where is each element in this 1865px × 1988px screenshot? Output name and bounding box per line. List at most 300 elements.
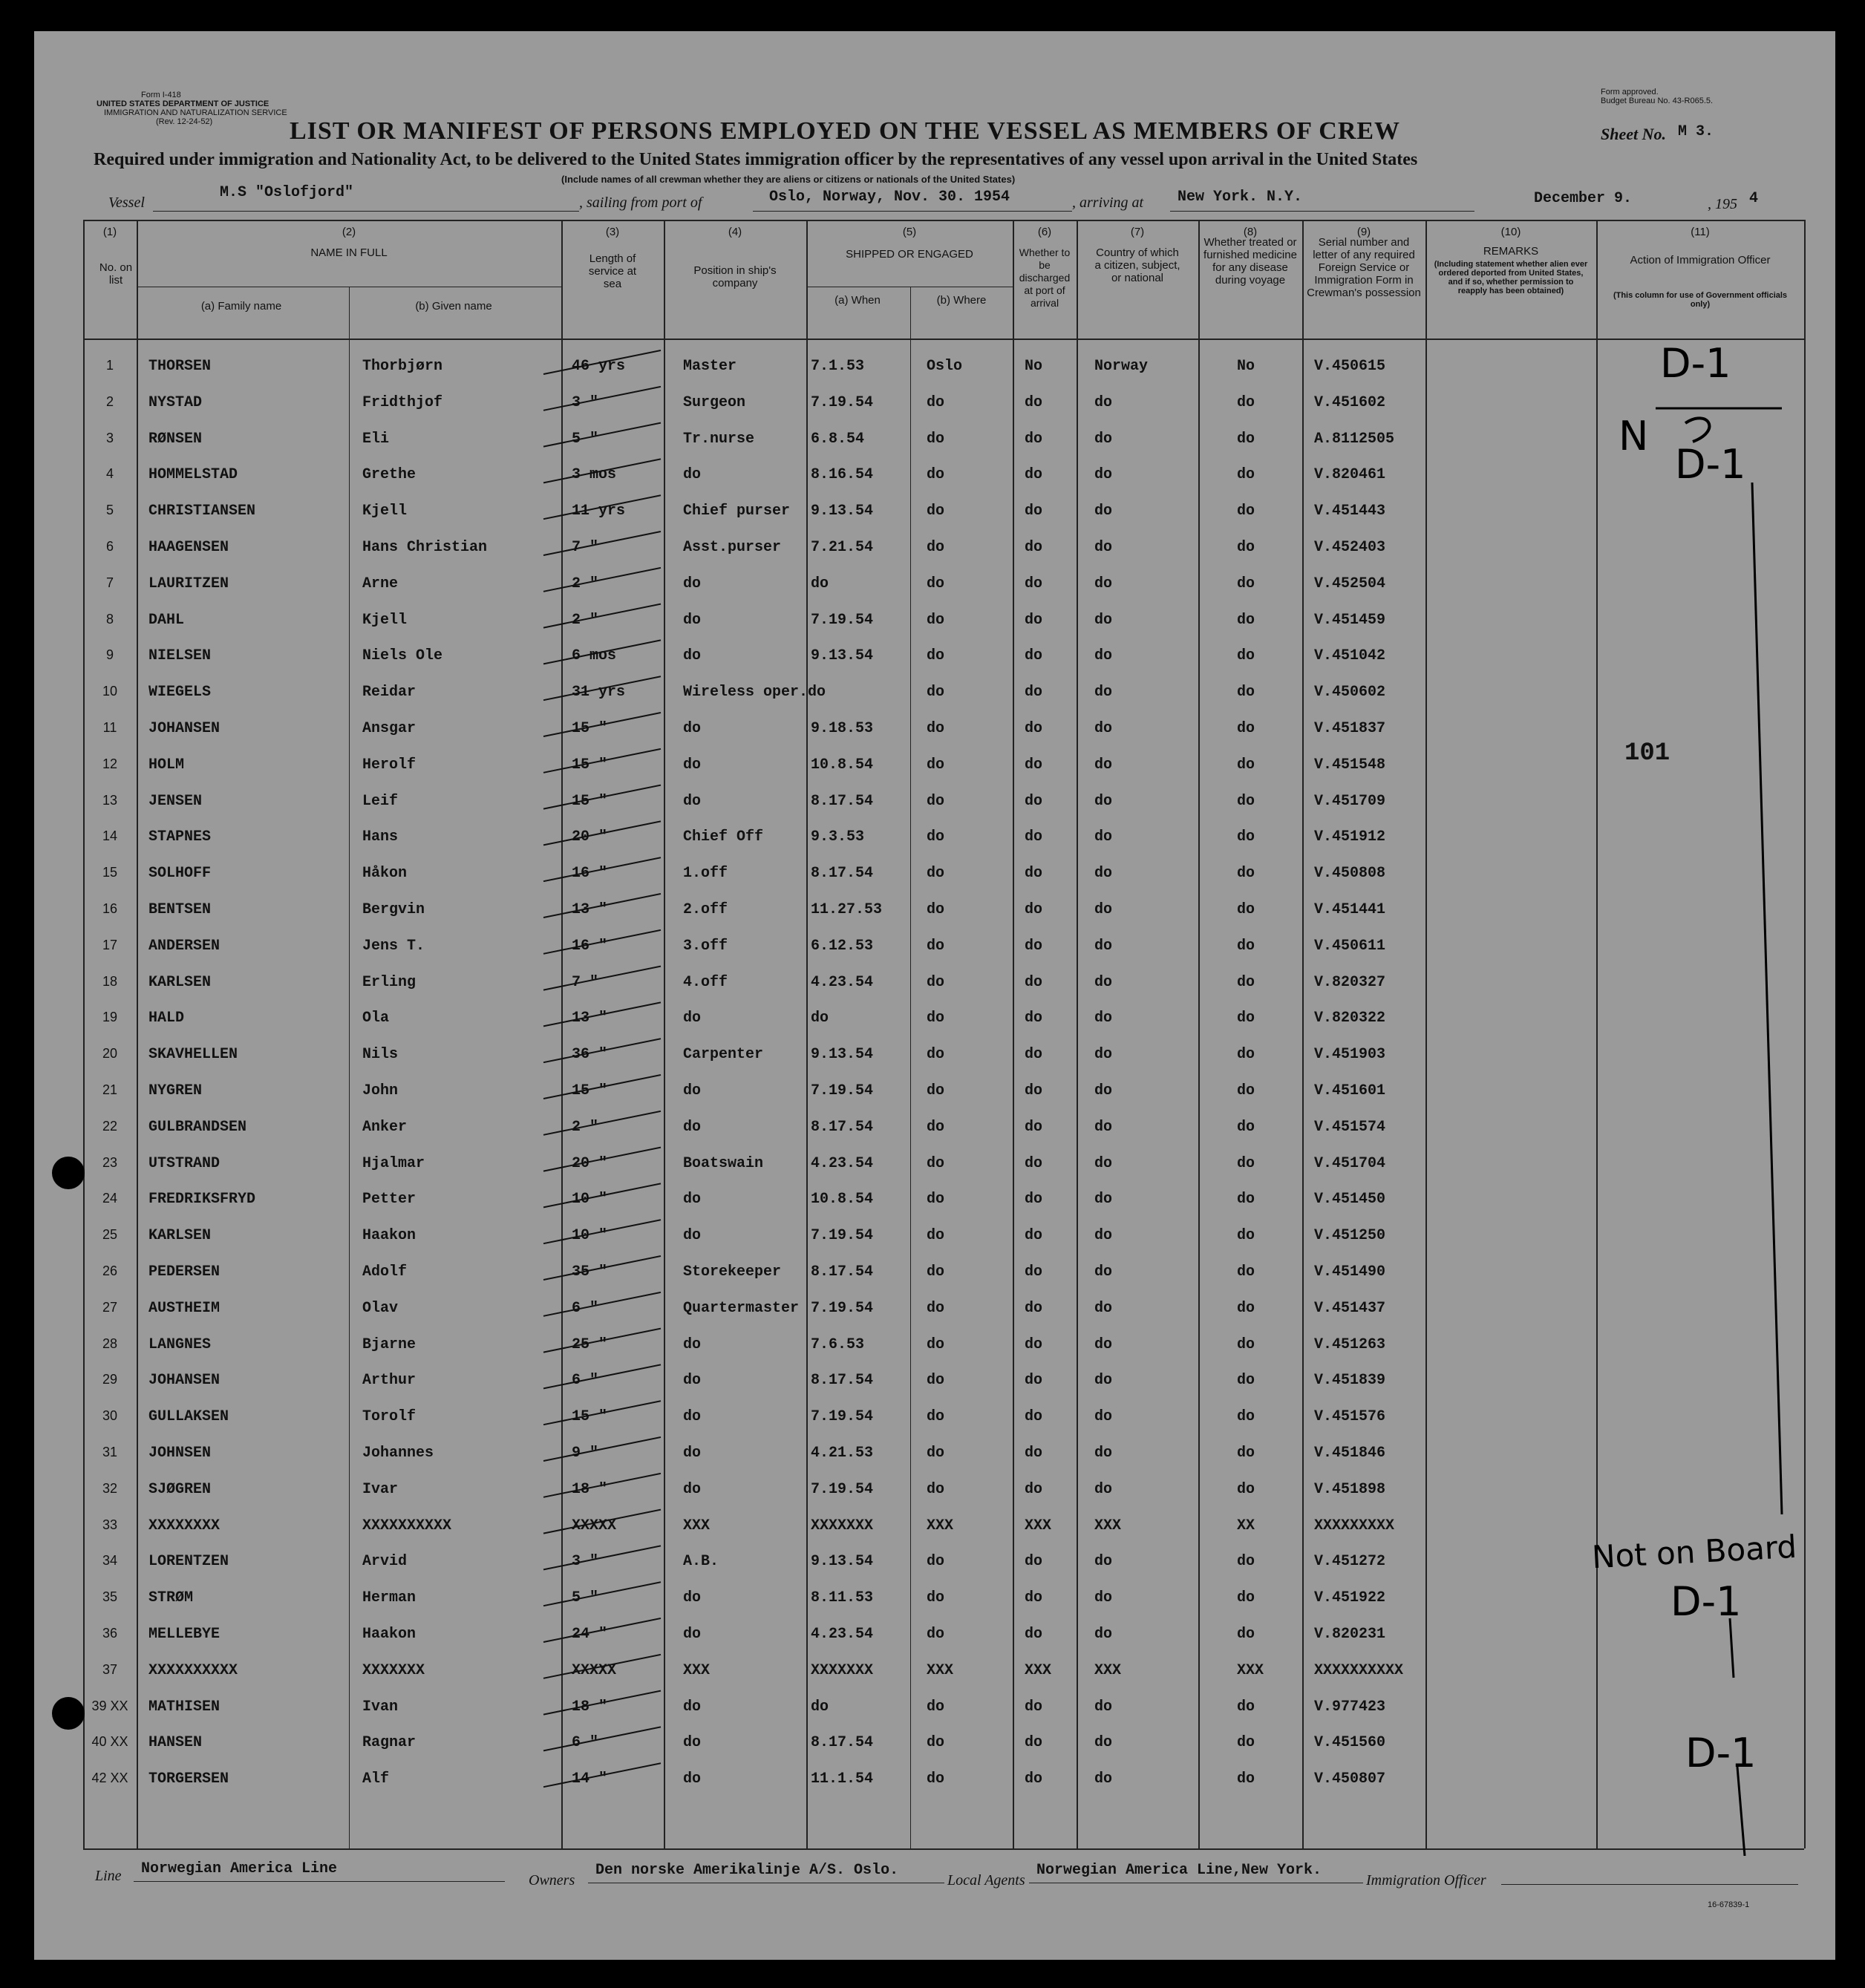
given-name: Grethe [362, 466, 417, 484]
punch-hole [52, 1157, 85, 1189]
col10-note: (Including statement whether alien ever ordered deported from United States, and if so, whether permission to reapply has been obtained) [1434, 260, 1588, 295]
position: Boatswain [683, 1154, 764, 1172]
family-name: AUSTHEIM [148, 1299, 221, 1317]
serial-number: V.451709 [1314, 792, 1386, 810]
medicine: do [1237, 937, 1255, 955]
col-border [1302, 220, 1304, 1848]
shipped-when: 8.17.54 [811, 865, 874, 883]
row-number: 25 [102, 1227, 118, 1243]
given-name: Johannes [362, 1445, 434, 1462]
service-name: IMMIGRATION AND NATURALIZATION SERVICE [104, 108, 287, 117]
row-number: 3 [105, 430, 114, 445]
length-of-service: XXXXX [572, 1661, 617, 1679]
serial-number: V.450615 [1314, 358, 1386, 375]
shipped-where: do [927, 1734, 945, 1752]
serial-number: V.451898 [1314, 1480, 1386, 1498]
col6-header: Whether to be discharged at port of arrival [1019, 246, 1071, 309]
position: Carpenter [683, 1046, 764, 1064]
handwritten-strokes [1596, 371, 1804, 1856]
length-of-service: 6 " [572, 1734, 599, 1752]
length-of-service: 9 " [572, 1445, 599, 1462]
family-name: XXXXXXXXXX [148, 1661, 238, 1679]
col2b-header: (b) Given name [415, 300, 492, 313]
discharge: do [1025, 466, 1043, 484]
position: do [683, 1335, 702, 1353]
country: do [1094, 1263, 1113, 1281]
discharge: do [1025, 865, 1043, 883]
year-digit: 4 [1749, 190, 1759, 207]
tick-mark [543, 1111, 661, 1135]
vessel-name: M.S "Oslofjord" [220, 184, 354, 201]
medicine: do [1237, 865, 1255, 883]
length-of-service: XXXXX [572, 1517, 617, 1534]
serial-number: V.452504 [1314, 575, 1386, 592]
medicine: do [1237, 1698, 1255, 1716]
position: do [683, 1191, 702, 1209]
serial-number: V.451922 [1314, 1589, 1386, 1607]
country: do [1094, 828, 1113, 846]
given-name: Torolf [362, 1408, 417, 1426]
length-of-service: 24 " [572, 1626, 608, 1643]
page-subtitle: Required under immigration and Nationality Act, to be delivered to the United States immigration officer by the representatives of any vessel upon arrival in the United States [94, 150, 1418, 169]
discharge: do [1025, 1734, 1043, 1752]
shipped-where: do [927, 1335, 945, 1353]
medicine: do [1237, 1082, 1255, 1099]
handwritten-n: N [1619, 413, 1649, 460]
position: do [683, 1480, 702, 1498]
country: do [1094, 901, 1113, 918]
punch-hole [52, 1697, 85, 1730]
row-number: 31 [102, 1445, 118, 1459]
discharge: do [1025, 828, 1043, 846]
tick-mark [543, 857, 661, 881]
discharge: do [1025, 973, 1043, 991]
discharge: do [1025, 901, 1043, 918]
family-name: BENTSEN [148, 901, 212, 918]
length-of-service: 10 " [572, 1227, 608, 1245]
country: do [1094, 792, 1113, 810]
shipped-where: do [927, 1227, 945, 1245]
family-name: RØNSEN [148, 430, 203, 448]
tick-mark [543, 1401, 661, 1425]
serial-number: V.451601 [1314, 1082, 1386, 1099]
length-of-service: 35 " [572, 1263, 608, 1281]
medicine: do [1237, 503, 1255, 520]
medicine: do [1237, 756, 1255, 774]
medicine: do [1237, 684, 1255, 702]
length-of-service: 5 " [572, 430, 599, 448]
country: do [1094, 575, 1113, 592]
family-name: JENSEN [148, 792, 203, 810]
col-border [1198, 220, 1200, 1848]
position: do [683, 720, 702, 737]
given-name: Hjalmar [362, 1154, 425, 1172]
row-number: 35 [102, 1589, 118, 1605]
row-number: 28 [102, 1335, 118, 1351]
position: 3.off [683, 937, 728, 955]
given-name: Haakon [362, 1626, 417, 1643]
family-name: THORSEN [148, 358, 212, 375]
family-name: HAAGENSEN [148, 539, 229, 556]
shipped-where: do [927, 1553, 945, 1571]
given-name: Jens T. [362, 937, 425, 955]
length-of-service: 3 " [572, 1553, 599, 1571]
given-name: Nils [362, 1046, 399, 1064]
family-name: DAHL [148, 611, 185, 629]
shipped-when: 10.8.54 [811, 1191, 874, 1209]
country: XXX [1094, 1661, 1122, 1679]
serial-number: V.451912 [1314, 828, 1386, 846]
col-border [1077, 220, 1078, 1848]
country: do [1094, 1335, 1113, 1353]
shipped-where: do [927, 1589, 945, 1607]
country: do [1094, 865, 1113, 883]
vessel-underline [153, 211, 579, 212]
position: do [683, 1010, 702, 1027]
tick-mark [543, 459, 661, 483]
country: do [1094, 647, 1113, 665]
serial-number: V.451272 [1314, 1553, 1386, 1571]
row-number: 26 [102, 1263, 118, 1278]
tick-mark [543, 713, 661, 736]
shipped-where: do [927, 1408, 945, 1426]
medicine: do [1237, 466, 1255, 484]
given-name: Thorbjørn [362, 358, 443, 375]
family-name: XXXXXXXX [148, 1517, 221, 1534]
position: do [683, 575, 702, 592]
shipped-when: 6.12.53 [811, 937, 874, 955]
medicine: do [1237, 1445, 1255, 1462]
position: Chief purser [683, 503, 791, 520]
shipped-when: 7.19.54 [811, 611, 874, 629]
position: Wireless oper.do [683, 684, 826, 702]
shipped-where: do [927, 611, 945, 629]
shipped-when: 11.27.53 [811, 901, 883, 918]
medicine: do [1237, 539, 1255, 556]
col3-number: (3) [605, 226, 620, 238]
discharge: No [1025, 358, 1043, 375]
shipped-where: do [927, 756, 945, 774]
page-title: LIST OR MANIFEST OF PERSONS EMPLOYED ON THE VESSEL AS MEMBERS OF CREW [290, 117, 1401, 145]
arriving-port: New York. N.Y. [1178, 189, 1303, 206]
position: 4.off [683, 973, 728, 991]
position: do [683, 1445, 702, 1462]
shipped-where: do [927, 1046, 945, 1064]
position: do [683, 611, 702, 629]
serial-number: V.820231 [1314, 1626, 1386, 1643]
serial-number: V.451837 [1314, 720, 1386, 737]
shipped-where: do [927, 1372, 945, 1390]
col7-number: (7) [1130, 226, 1145, 238]
tick-mark [543, 350, 661, 374]
length-of-service: 15 " [572, 720, 608, 737]
shipped-when: 9.13.54 [811, 503, 874, 520]
discharge: do [1025, 1626, 1043, 1643]
position: do [683, 1626, 702, 1643]
serial-number: V.451704 [1314, 1154, 1386, 1172]
shipped-when: 8.16.54 [811, 466, 874, 484]
row-number: 27 [102, 1299, 118, 1315]
row-number: 18 [102, 973, 118, 989]
serial-number: V.451443 [1314, 503, 1386, 520]
discharge: do [1025, 1698, 1043, 1716]
shipped-when: 7.1.53 [811, 358, 865, 375]
shipped-where: do [927, 1263, 945, 1281]
col6-number: (6) [1037, 226, 1052, 238]
length-of-service: 18 " [572, 1698, 608, 1716]
col8-header: Whether treated or furnished medicine for any disease during voyage [1203, 236, 1297, 287]
country: do [1094, 1626, 1113, 1643]
serial-number: V.451250 [1314, 1227, 1386, 1245]
country: do [1094, 1589, 1113, 1607]
shipped-where: XXX [927, 1661, 954, 1679]
family-name: KARLSEN [148, 1227, 212, 1245]
family-name: UTSTRAND [148, 1154, 221, 1172]
given-name: Ragnar [362, 1734, 417, 1752]
serial-number: V.820327 [1314, 973, 1386, 991]
medicine: do [1237, 1372, 1255, 1390]
position: do [683, 756, 702, 774]
row-number: 19 [102, 1010, 118, 1025]
col2-header: NAME IN FULL [310, 246, 388, 259]
country: do [1094, 611, 1113, 629]
shipped-where: do [927, 393, 945, 411]
serial-number: V.450808 [1314, 865, 1386, 883]
given-name: Bergvin [362, 901, 425, 918]
family-name: FREDRIKSFRYD [148, 1191, 256, 1209]
shipped-where: do [927, 503, 945, 520]
family-name: NIELSEN [148, 647, 212, 665]
family-name: LAURITZEN [148, 575, 229, 592]
discharge: do [1025, 720, 1043, 737]
tick-mark [543, 821, 661, 845]
discharge: do [1025, 393, 1043, 411]
length-of-service: 2 " [572, 611, 599, 629]
shipped-where: do [927, 1082, 945, 1099]
col5b-header: (b) Where [936, 294, 987, 307]
given-name: Hans Christian [362, 539, 488, 556]
line-value: Norwegian America Line [141, 1860, 338, 1877]
tick-mark [543, 1655, 661, 1678]
handwritten-d1: D-1 [1675, 441, 1746, 488]
shipped-where: do [927, 720, 945, 737]
medicine: do [1237, 1553, 1255, 1571]
shipped-when: 10.8.54 [811, 756, 874, 774]
country: do [1094, 1408, 1113, 1426]
medicine: XXX [1237, 1661, 1264, 1679]
shipped-when: 7.19.54 [811, 393, 874, 411]
handwritten-count: 101 [1624, 739, 1670, 768]
given-name: John [362, 1082, 399, 1099]
col4-header: Position in ship's company [693, 264, 777, 290]
medicine: do [1237, 901, 1255, 918]
shipped-when: 7.19.54 [811, 1299, 874, 1317]
medicine: do [1237, 575, 1255, 592]
length-of-service: 7 " [572, 973, 599, 991]
serial-number: V.450602 [1314, 684, 1386, 702]
serial-number: V.451846 [1314, 1445, 1386, 1462]
shipped-when: 4.23.54 [811, 1626, 874, 1643]
col5-number: (5) [902, 226, 917, 238]
length-of-service: 5 " [572, 1589, 599, 1607]
family-name: GULLAKSEN [148, 1408, 229, 1426]
family-name: TORGERSEN [148, 1770, 229, 1788]
tick-mark [543, 1763, 661, 1787]
tick-mark [543, 387, 661, 411]
discharge: do [1025, 1335, 1043, 1353]
country: do [1094, 1480, 1113, 1498]
position: do [683, 1372, 702, 1390]
row-number: 42 XX [91, 1770, 128, 1786]
medicine: do [1237, 393, 1255, 411]
shipped-when: 7.19.54 [811, 1408, 874, 1426]
given-name: Bjarne [362, 1335, 417, 1353]
page-subnote: (Include names of all crewman whether they are aliens or citizens or nationals of the United States) [561, 174, 1016, 185]
discharge: do [1025, 1154, 1043, 1172]
row-number: 23 [102, 1154, 118, 1170]
shipped-where: do [927, 466, 945, 484]
serial-number: V.451560 [1314, 1734, 1386, 1752]
position: do [683, 1770, 702, 1788]
given-name: Fridthjof [362, 393, 443, 411]
position: Asst.purser [683, 539, 782, 556]
medicine: do [1237, 1154, 1255, 1172]
col5-header: SHIPPED OR ENGAGED [846, 248, 973, 261]
shipped-when: 9.18.53 [811, 720, 874, 737]
handwritten-not-on-board: Not on Board [1590, 1528, 1798, 1576]
country: do [1094, 1445, 1113, 1462]
family-name: ANDERSEN [148, 937, 221, 955]
arriving-label: , arriving at [1072, 194, 1144, 211]
family-name: SJØGREN [148, 1480, 212, 1498]
tick-mark [543, 1727, 661, 1750]
tick-mark [543, 1220, 661, 1243]
family-name: WIEGELS [148, 684, 212, 702]
handwritten-d1: D-1 [1685, 1730, 1757, 1776]
shipped-when: 9.13.54 [811, 647, 874, 665]
length-of-service: 25 " [572, 1335, 608, 1353]
country: do [1094, 684, 1113, 702]
row-number: 36 [102, 1626, 118, 1641]
discharge: do [1025, 756, 1043, 774]
length-of-service: 6 " [572, 1299, 599, 1317]
serial-number: V.451903 [1314, 1046, 1386, 1064]
country: do [1094, 1299, 1113, 1317]
length-of-service: 10 " [572, 1191, 608, 1209]
length-of-service: 16 " [572, 937, 608, 955]
country: do [1094, 1770, 1113, 1788]
discharge: do [1025, 1263, 1043, 1281]
family-name: HANSEN [148, 1734, 203, 1752]
medicine: do [1237, 1770, 1255, 1788]
position: do [683, 1698, 702, 1716]
discharge: XXX [1025, 1517, 1052, 1534]
given-name: Kjell [362, 611, 408, 629]
shipped-where: do [927, 575, 945, 592]
given-name: Ivar [362, 1480, 399, 1498]
shipped-where: do [927, 937, 945, 955]
given-name: Petter [362, 1191, 417, 1209]
length-of-service: 31 yrs [572, 684, 626, 702]
tick-mark [543, 1691, 661, 1715]
tick-mark [543, 1329, 661, 1353]
serial-number: V.451450 [1314, 1191, 1386, 1209]
serial-number: V.450807 [1314, 1770, 1386, 1788]
position: XXX [683, 1517, 711, 1534]
family-name: HOMMELSTAD [148, 466, 238, 484]
col8-number: (8) [1243, 226, 1258, 238]
shipped-when: 6.8.54 [811, 430, 865, 448]
position: do [683, 1589, 702, 1607]
tick-mark [543, 930, 661, 954]
row-number: 16 [102, 901, 118, 916]
given-name: Herman [362, 1589, 417, 1607]
tick-mark [543, 1437, 661, 1461]
shipped-when: 8.17.54 [811, 792, 874, 810]
discharge: do [1025, 684, 1043, 702]
col2-number: (2) [342, 226, 356, 238]
shipped-when: 8.17.54 [811, 1734, 874, 1752]
given-name: Arne [362, 575, 399, 592]
shipped-when: 11.1.54 [811, 1770, 874, 1788]
medicine: do [1237, 1299, 1255, 1317]
tick-mark [543, 1510, 661, 1534]
family-name: JOHANSEN [148, 1372, 221, 1390]
country: do [1094, 1227, 1113, 1245]
country: XXX [1094, 1517, 1122, 1534]
row-number: 39 XX [91, 1698, 128, 1713]
discharge: do [1025, 1408, 1043, 1426]
serial-number: V.451602 [1314, 393, 1386, 411]
family-name: SKAVHELLEN [148, 1046, 238, 1064]
table-top-border [83, 220, 1804, 221]
form-approved: Form approved. [1601, 88, 1659, 97]
medicine: do [1237, 1408, 1255, 1426]
family-name: CHRISTIANSEN [148, 503, 256, 520]
given-name: Arthur [362, 1372, 417, 1390]
family-name: STAPNES [148, 828, 212, 846]
length-of-service: 15 " [572, 792, 608, 810]
serial-number: V.820322 [1314, 1010, 1386, 1027]
family-name: NYSTAD [148, 393, 203, 411]
discharge: do [1025, 1770, 1043, 1788]
serial-number: V.451459 [1314, 611, 1386, 629]
country: do [1094, 937, 1113, 955]
col10-number: (10) [1500, 226, 1521, 238]
position: Quartermaster [683, 1299, 800, 1317]
sailing-port: Oslo, Norway, Nov. 30. 1954 [769, 189, 1010, 206]
serial-number: XXXXXXXXX [1314, 1517, 1395, 1534]
medicine: do [1237, 1480, 1255, 1498]
shipped-when: 9.13.54 [811, 1046, 874, 1064]
shipped-where: do [927, 1010, 945, 1027]
country: do [1094, 1082, 1113, 1099]
row-number: 21 [102, 1082, 118, 1097]
sheet-label: Sheet No. [1601, 125, 1666, 143]
family-name: MELLEBYE [148, 1626, 221, 1643]
col5a-header: (a) When [834, 294, 881, 307]
family-name: PEDERSEN [148, 1263, 221, 1281]
medicine: do [1237, 1118, 1255, 1136]
discharge: do [1025, 647, 1043, 665]
serial-number: V.977423 [1314, 1698, 1386, 1716]
medicine: XX [1237, 1517, 1255, 1534]
medicine: do [1237, 828, 1255, 846]
row-number: 22 [102, 1118, 118, 1134]
tick-mark [543, 423, 661, 447]
medicine: do [1237, 1734, 1255, 1752]
shipped-where: do [927, 1191, 945, 1209]
